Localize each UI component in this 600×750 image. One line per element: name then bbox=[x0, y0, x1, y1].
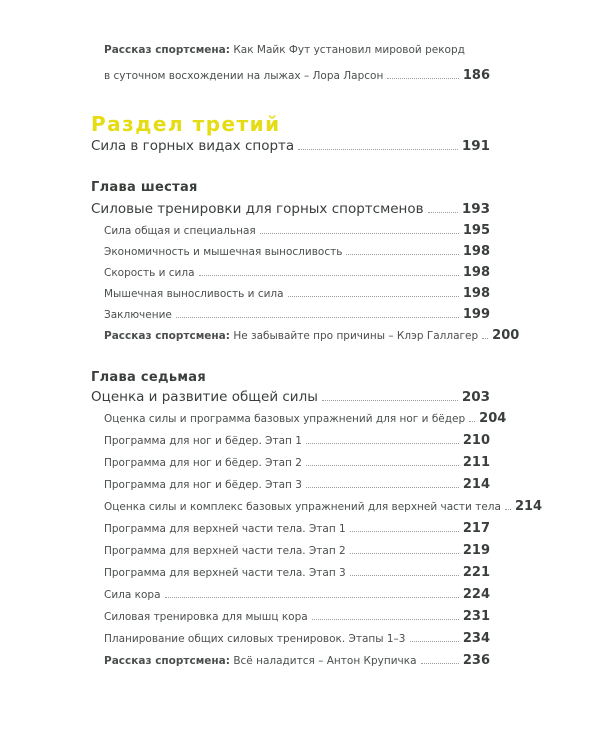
toc-page-number: 224 bbox=[462, 587, 490, 602]
toc-page-number: 231 bbox=[462, 609, 490, 624]
toc-entry[interactable] bbox=[104, 499, 543, 514]
toc-entry-label bbox=[104, 655, 417, 667]
section-title: Раздел третий bbox=[91, 112, 281, 136]
toc-entry[interactable] bbox=[104, 543, 490, 558]
toc-entry-label: Силовые тренировки для горных спортсменов bbox=[91, 201, 424, 217]
leader-dots bbox=[410, 641, 459, 642]
toc-page-number: 186 bbox=[462, 68, 490, 83]
toc-entry-label: Программа для верхней части тела. Этап 3 bbox=[104, 567, 346, 579]
toc-page-number: 234 bbox=[462, 631, 490, 646]
chapter-title: Глава седьмая bbox=[91, 370, 206, 385]
leader-dots bbox=[260, 233, 459, 234]
leader-dots bbox=[176, 317, 459, 318]
toc-entry-label: Сила общая и специальная bbox=[104, 225, 256, 237]
toc-entry-label: Заключение bbox=[104, 309, 172, 321]
toc-page-number: 214 bbox=[514, 499, 543, 514]
toc-entry[interactable] bbox=[104, 477, 490, 492]
toc-entry-chapter6[interactable] bbox=[91, 201, 490, 217]
toc-entry[interactable] bbox=[104, 609, 490, 624]
toc-entry-story[interactable] bbox=[104, 653, 490, 668]
leader-dots bbox=[306, 487, 459, 488]
leader-dots bbox=[312, 619, 459, 620]
toc-entry[interactable] bbox=[104, 286, 490, 301]
toc-entry-label: Оценка силы и комплекс базовых упражнений для верхней части тела bbox=[104, 501, 501, 513]
toc-entry[interactable] bbox=[104, 521, 490, 536]
toc-entry[interactable] bbox=[104, 223, 490, 238]
toc-page-number: 211 bbox=[462, 455, 490, 470]
leader-dots bbox=[505, 509, 511, 510]
toc-entry[interactable] bbox=[104, 265, 490, 280]
toc-entry[interactable] bbox=[104, 433, 490, 448]
toc-page-number: 198 bbox=[462, 286, 490, 301]
toc-entry[interactable] bbox=[104, 565, 490, 580]
toc-entry-section[interactable] bbox=[91, 138, 490, 154]
toc-entry-label: Экономичность и мышечная выносливость bbox=[104, 246, 343, 258]
leader-dots bbox=[298, 149, 458, 150]
story-text: Не забывайте про причины – Клэр Галлагер bbox=[233, 330, 479, 342]
toc-page-number: 210 bbox=[462, 433, 490, 448]
leader-dots bbox=[322, 400, 458, 401]
toc-entry[interactable] bbox=[104, 411, 507, 426]
toc-entry-label: Силовая тренировка для мышц кора bbox=[104, 611, 308, 623]
toc-page-number: 200 bbox=[492, 328, 520, 343]
toc-page-number: 219 bbox=[462, 543, 490, 558]
leader-dots bbox=[346, 254, 458, 255]
leader-dots bbox=[165, 597, 459, 598]
toc-page-number: 217 bbox=[462, 521, 490, 536]
toc-page-number: 204 bbox=[479, 411, 507, 426]
story-label: Рассказ спортсмена: bbox=[104, 655, 230, 667]
toc-entry-label: Программа для ног и бёдер. Этап 1 bbox=[104, 435, 302, 447]
toc-entry-label: в суточном восхождении на лыжах – Лора Ларсон bbox=[104, 70, 384, 82]
story-text: Как Майк Фут установил мировой рекорд bbox=[233, 44, 465, 56]
toc-page-number: 214 bbox=[462, 477, 490, 492]
leader-dots bbox=[350, 553, 459, 554]
toc-entry-label: Сила кора bbox=[104, 589, 161, 601]
toc-page-number: 193 bbox=[461, 201, 490, 217]
toc-entry-label: Сила в горных видах спорта bbox=[91, 138, 295, 154]
toc-entry-label: Оценка силы и программа базовых упражнений для ног и бёдер bbox=[104, 413, 466, 425]
toc-entry-chapter7[interactable] bbox=[91, 389, 490, 405]
toc-page-number: 203 bbox=[461, 389, 490, 405]
toc-page-number: 195 bbox=[462, 223, 490, 238]
story-label: Рассказ спортсмена: bbox=[104, 330, 230, 342]
toc-entry-label: Программа для верхней части тела. Этап 2 bbox=[104, 545, 346, 557]
leader-dots bbox=[387, 78, 459, 79]
toc-entry-label: Программа для ног и бёдер. Этап 2 bbox=[104, 457, 302, 469]
toc-entry-label: Программа для ног и бёдер. Этап 3 bbox=[104, 479, 302, 491]
toc-page-number: 198 bbox=[462, 265, 490, 280]
story-label: Рассказ спортсмена: bbox=[104, 44, 230, 56]
leader-dots bbox=[428, 212, 458, 213]
leader-dots bbox=[350, 575, 459, 576]
toc-page-number: 191 bbox=[461, 138, 490, 154]
toc-page-number: 198 bbox=[462, 244, 490, 259]
leader-dots bbox=[421, 663, 459, 664]
toc-entry-label: Мышечная выносливость и сила bbox=[104, 288, 284, 300]
toc-page-number: 221 bbox=[462, 565, 490, 580]
chapter-title: Глава шестая bbox=[91, 180, 198, 195]
toc-entry[interactable] bbox=[104, 307, 490, 322]
toc-entry[interactable] bbox=[104, 455, 490, 470]
toc-entry-label: Скорость и сила bbox=[104, 267, 195, 279]
leader-dots bbox=[482, 338, 488, 339]
toc-entry-label: Оценка и развитие общей силы bbox=[91, 389, 318, 405]
toc-entry-label bbox=[104, 330, 478, 342]
leader-dots bbox=[469, 421, 475, 422]
story-text: Всё наладится – Антон Крупичка bbox=[233, 655, 417, 667]
toc-entry[interactable] bbox=[104, 631, 490, 646]
toc-entry-story[interactable] bbox=[104, 328, 520, 343]
toc-entry-label: Программа для верхней части тела. Этап 1 bbox=[104, 523, 346, 535]
leader-dots bbox=[350, 531, 459, 532]
toc-entry-label: Планирование общих силовых тренировок. Этапы 1–3 bbox=[104, 633, 406, 645]
intro-story-line1 bbox=[104, 44, 465, 56]
toc-entry[interactable] bbox=[104, 244, 490, 259]
toc-page-number: 236 bbox=[462, 653, 490, 668]
toc-page-number: 199 bbox=[462, 307, 490, 322]
toc-entry-intro-story[interactable] bbox=[104, 68, 490, 83]
leader-dots bbox=[306, 465, 459, 466]
leader-dots bbox=[288, 296, 459, 297]
leader-dots bbox=[199, 275, 459, 276]
toc-entry[interactable] bbox=[104, 587, 490, 602]
leader-dots bbox=[306, 443, 459, 444]
